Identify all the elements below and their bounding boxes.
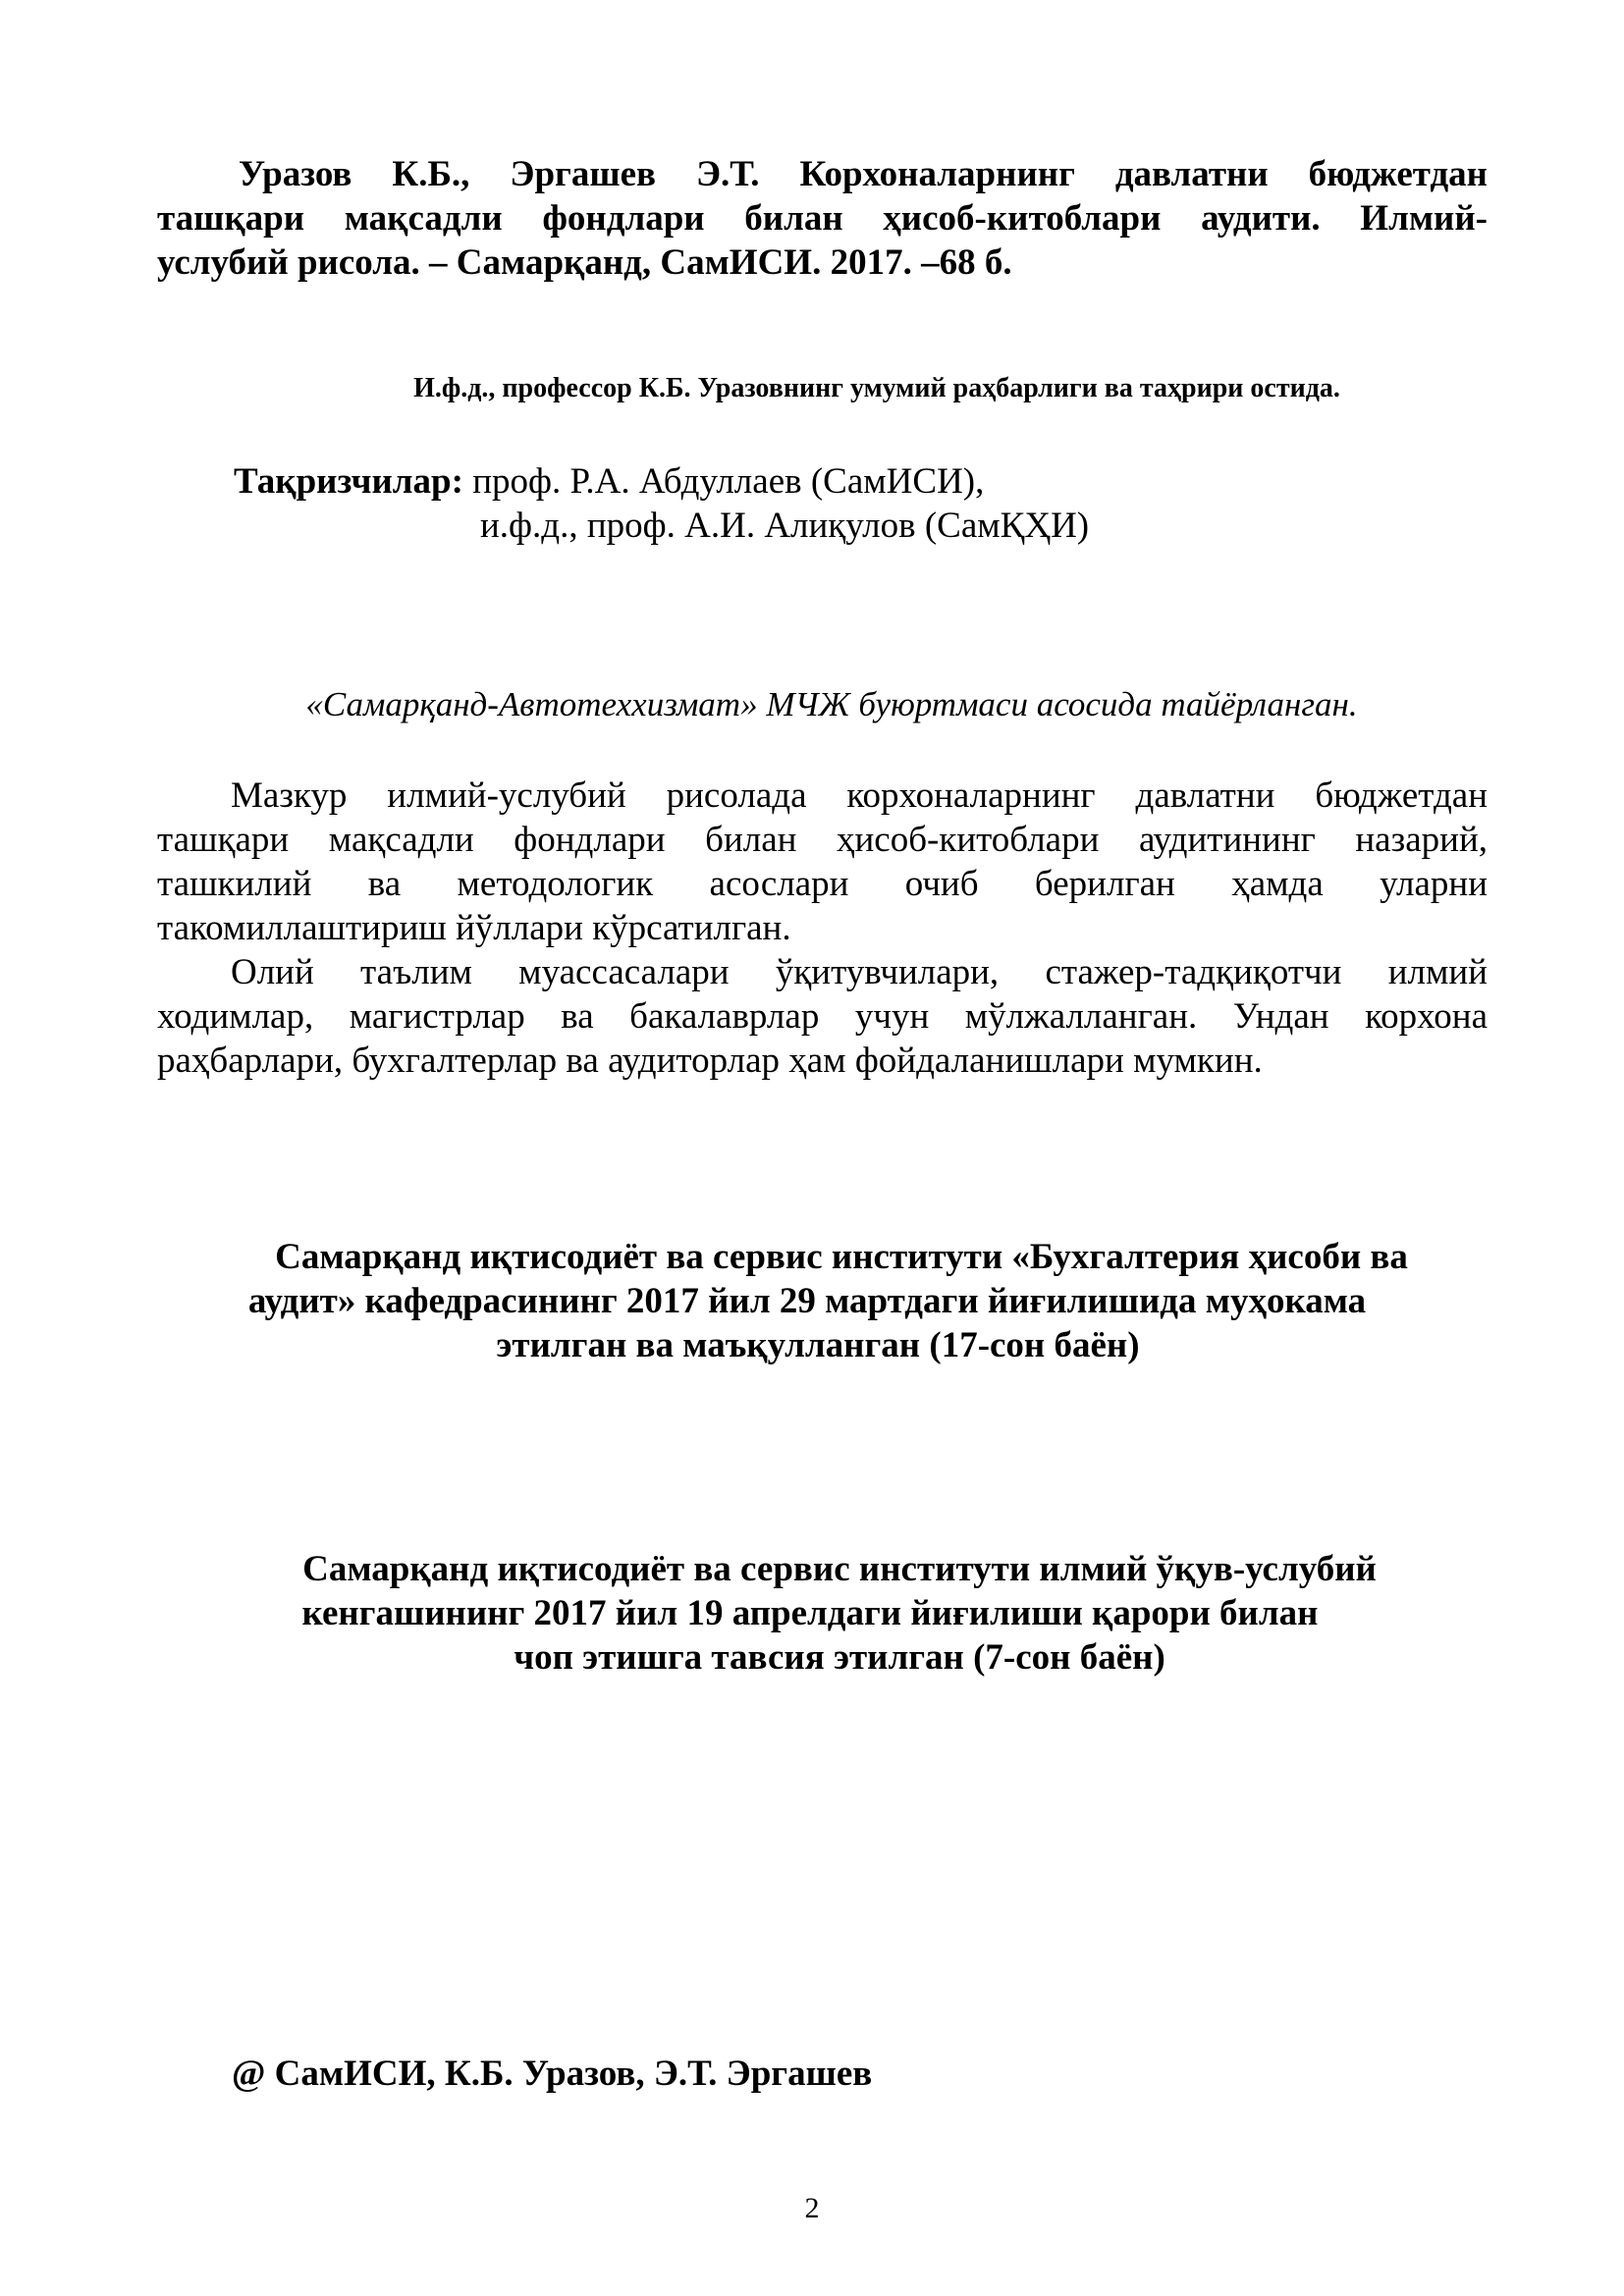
abstract — [157, 774, 1488, 1083]
abstract-p1-line-4: такомиллаштириш йўллари кўрсатилган. — [157, 908, 791, 948]
discussion-note — [0, 1235, 1624, 1367]
abstract-p2-line-1: Олий таълим муассасалари ўқитувчилари, стажер-тадқиқотчи илмий — [231, 952, 1488, 992]
recommendation-line-3: чоп этишга тавсия этилган (7-сон баён) — [514, 1637, 1165, 1678]
reviewer-first: проф. Р.А. Абдуллаев (СамИСИ), — [472, 461, 985, 502]
abstract-p1-line-3: ташкилий ва методологик асослари очиб берилган ҳамда уларни — [157, 864, 1488, 904]
title-line-3: услубий рисола. – Самарқанд, СамИСИ. 2017. –68 б. — [157, 242, 1012, 283]
title-line-1: Уразов К.Б., Эргашев Э.Т. Корхоналарнинг давлатни бюджетдан — [239, 154, 1488, 194]
discussion-line-3: этилган ва маъқулланган (17-сон баён) — [496, 1325, 1140, 1365]
reviewer-second: и.ф.д., проф. А.И. Алиқулов (СамҚҲИ) — [480, 506, 1090, 546]
recommendation-line-2: кенгашининг 2017 йил 19 апрелдаги йиғилиши қарори билан — [301, 1593, 1319, 1633]
editorship-note: И.ф.д., профессор К.Б. Уразовнинг умумий раҳбарлиги ва таҳрири остида. — [413, 373, 1340, 403]
reviewers-label: Тақризчилар: — [234, 461, 463, 502]
recommendation-line-1: Самарқанд иқтисодиёт ва сервис институти илмий ўқув-услубий — [302, 1549, 1377, 1589]
discussion-line-2: аудит» кафедрасининг 2017 йил 29 мартдаги йиғилишида муҳокама — [247, 1281, 1367, 1321]
abstract-p2-line-2: ходимлар, магистрлар ва бакалаврлар учун мўлжалланган. Ундан корхона — [157, 996, 1488, 1037]
reviewers-block — [234, 459, 1314, 548]
abstract-p2-line-3: раҳбарлари, бухгалтерлар ва аудиторлар ҳам фойдаланишлари мумкин. — [157, 1041, 1263, 1081]
abstract-p1-line-2: ташқари мақсадли фондлари билан ҳисоб-китоблари аудитининг назарий, — [157, 820, 1488, 860]
title-line-2: ташқари мақсадли фондлари билан ҳисоб-китоблари аудити. Илмий- — [157, 198, 1488, 239]
discussion-line-1: Самарқанд иқтисодиёт ва сервис институти «Бухгалтерия ҳисоби ва — [275, 1237, 1408, 1277]
page-number: 2 — [804, 2192, 820, 2224]
commission-note: «Самарқанд-Автотеххизмат» МЧЖ буюртмаси асосида тайёрланган. — [305, 685, 1358, 723]
abstract-p1-line-1: Мазкур илмий-услубий рисолада корхоналарнинг давлатни бюджетдан — [231, 775, 1488, 816]
bibliographic-title — [157, 152, 1488, 285]
copyright-line: @ СамИСИ, К.Б. Уразов, Э.Т. Эргашев — [232, 2054, 873, 2094]
recommendation-note — [0, 1547, 1624, 1680]
